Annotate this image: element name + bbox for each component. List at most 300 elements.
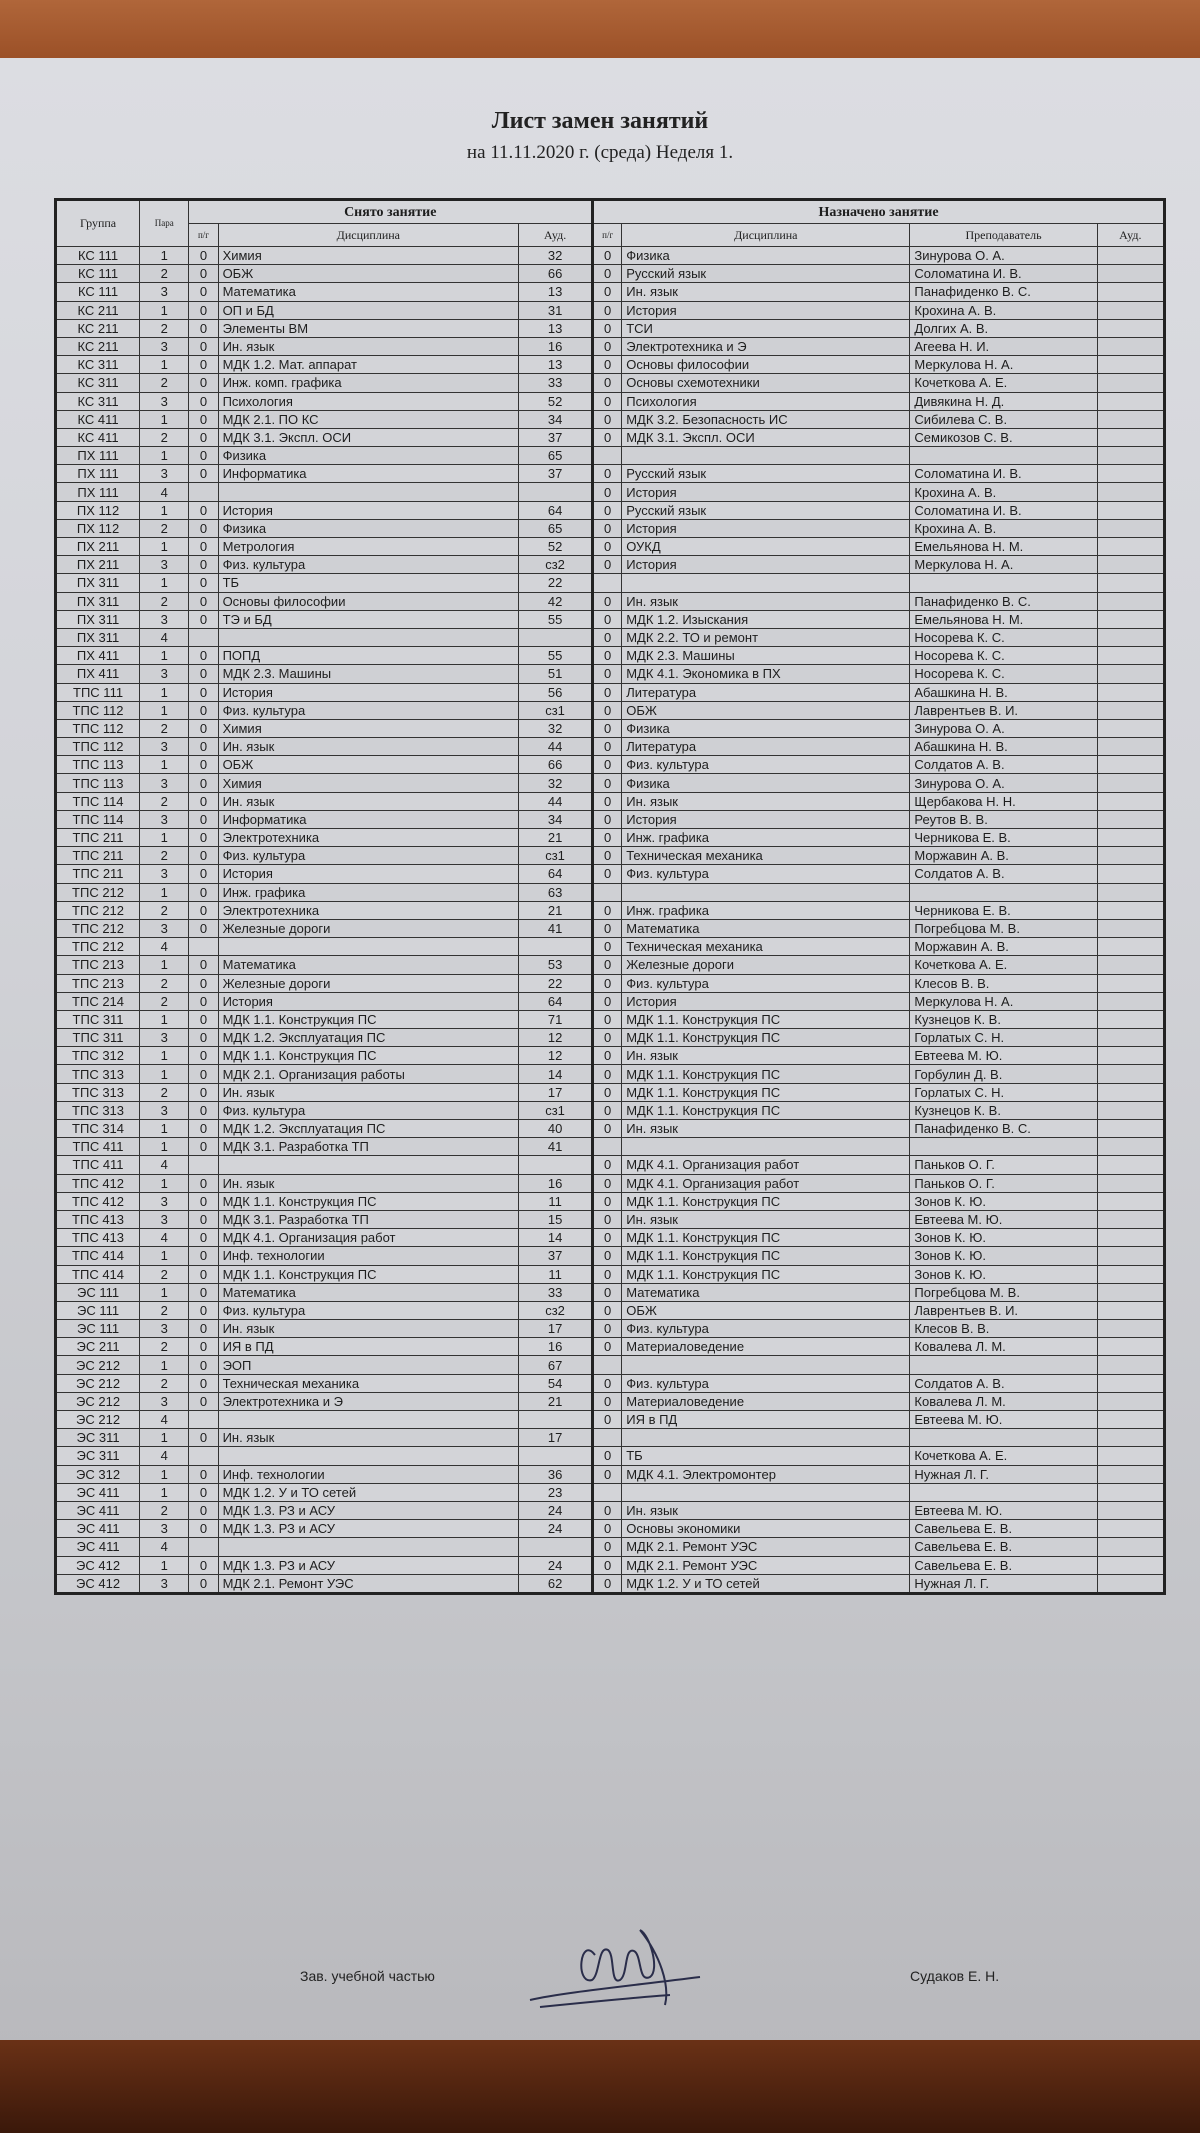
assigned-subgroup-cell: 0	[593, 1101, 622, 1119]
group-cell: ПХ 311	[56, 592, 140, 610]
assigned-subgroup-cell: 0	[593, 956, 622, 974]
removed-room-cell: 24	[519, 1556, 593, 1574]
group-cell: КС 111	[56, 265, 140, 283]
assigned-teacher-cell: Носорева К. С.	[910, 647, 1097, 665]
assigned-room-cell	[1097, 628, 1164, 646]
assigned-teacher-cell: Кочеткова А. Е.	[910, 1447, 1097, 1465]
assigned-discipline-cell: Основы экономики	[622, 1520, 910, 1538]
assigned-room-cell	[1097, 247, 1164, 265]
table-row	[56, 1283, 1165, 1301]
removed-subgroup-cell: 0	[189, 1010, 218, 1028]
assigned-subgroup-cell: 0	[593, 1156, 622, 1174]
table-row	[56, 938, 1165, 956]
removed-discipline-cell: Метрология	[218, 538, 519, 556]
table-body	[56, 247, 1165, 1594]
table-row	[56, 447, 1165, 465]
table-row	[56, 556, 1165, 574]
removed-subgroup-cell: 0	[189, 1520, 218, 1538]
assigned-teacher-cell: Савельева Е. В.	[910, 1538, 1097, 1556]
table-row	[56, 1374, 1165, 1392]
assigned-subgroup-cell: 0	[593, 483, 622, 501]
pair-cell: 3	[140, 665, 189, 683]
removed-room-cell: 15	[519, 1210, 593, 1228]
assigned-room-cell	[1097, 1029, 1164, 1047]
removed-discipline-cell: Физика	[218, 447, 519, 465]
removed-room-cell: 12	[519, 1029, 593, 1047]
removed-room-cell: 44	[519, 792, 593, 810]
removed-subgroup-cell: 0	[189, 1465, 218, 1483]
group-cell: ТПС 313	[56, 1083, 140, 1101]
assigned-subgroup-cell: 0	[593, 1065, 622, 1083]
pair-cell: 4	[140, 628, 189, 646]
assigned-subgroup-cell: 0	[593, 1447, 622, 1465]
assigned-teacher-cell: Соломатина И. В.	[910, 465, 1097, 483]
assigned-subgroup-cell: 0	[593, 665, 622, 683]
assigned-teacher-cell: Панафиденко В. С.	[910, 283, 1097, 301]
removed-discipline-cell: МДК 1.2. Эксплуатация ПС	[218, 1029, 519, 1047]
pair-cell: 3	[140, 1192, 189, 1210]
assigned-room-cell	[1097, 265, 1164, 283]
pair-cell: 1	[140, 1247, 189, 1265]
assigned-discipline-cell: МДК 4.1. Организация работ	[622, 1156, 910, 1174]
assigned-discipline-cell: Математика	[622, 919, 910, 937]
pair-cell: 1	[140, 883, 189, 901]
assigned-discipline-cell	[622, 574, 910, 592]
removed-room-cell: 51	[519, 665, 593, 683]
header-assigned-section: Назначено занятие	[593, 200, 1165, 224]
removed-subgroup-cell: 0	[189, 610, 218, 628]
assigned-subgroup-cell: 0	[593, 374, 622, 392]
assigned-teacher-cell	[910, 883, 1097, 901]
table-row	[56, 683, 1165, 701]
removed-room-cell: 56	[519, 683, 593, 701]
group-cell: ТПС 112	[56, 738, 140, 756]
removed-discipline-cell: МДК 4.1. Организация работ	[218, 1229, 519, 1247]
assigned-subgroup-cell: 0	[593, 1120, 622, 1138]
assigned-teacher-cell: Солдатов А. В.	[910, 1374, 1097, 1392]
removed-discipline-cell	[218, 1538, 519, 1556]
removed-room-cell: 21	[519, 901, 593, 919]
group-cell: ПХ 411	[56, 665, 140, 683]
assigned-discipline-cell: МДК 1.1. Конструкция ПС	[622, 1247, 910, 1265]
removed-discipline-cell: МДК 2.1. Организация работы	[218, 1065, 519, 1083]
assigned-discipline-cell: МДК 4.1. Организация работ	[622, 1174, 910, 1192]
assigned-teacher-cell: Евтеева М. Ю.	[910, 1411, 1097, 1429]
assigned-teacher-cell: Зонов К. Ю.	[910, 1229, 1097, 1247]
header-assigned-room: Ауд.	[1097, 224, 1164, 247]
removed-room-cell: 11	[519, 1265, 593, 1283]
removed-discipline-cell: МДК 2.1. Ремонт УЭС	[218, 1574, 519, 1593]
assigned-room-cell	[1097, 647, 1164, 665]
removed-room-cell: 17	[519, 1429, 593, 1447]
removed-room-cell: 12	[519, 1047, 593, 1065]
assigned-subgroup-cell: 0	[593, 337, 622, 355]
removed-subgroup-cell: 0	[189, 1047, 218, 1065]
removed-discipline-cell: Инж. комп. графика	[218, 374, 519, 392]
assigned-discipline-cell: Психология	[622, 392, 910, 410]
group-cell: КС 111	[56, 283, 140, 301]
removed-discipline-cell: ПОПД	[218, 647, 519, 665]
pair-cell: 3	[140, 1574, 189, 1593]
group-cell: ТПС 212	[56, 901, 140, 919]
table-row	[56, 610, 1165, 628]
removed-room-cell	[519, 1411, 593, 1429]
assigned-room-cell	[1097, 829, 1164, 847]
removed-room-cell: 64	[519, 501, 593, 519]
pair-cell: 1	[140, 1174, 189, 1192]
removed-room-cell: 52	[519, 392, 593, 410]
removed-subgroup-cell: 0	[189, 810, 218, 828]
table-row	[56, 1120, 1165, 1138]
assigned-teacher-cell: Дивякина Н. Д.	[910, 392, 1097, 410]
assigned-room-cell	[1097, 956, 1164, 974]
assigned-discipline-cell: История	[622, 810, 910, 828]
table-row	[56, 956, 1165, 974]
group-cell: ПХ 111	[56, 447, 140, 465]
removed-subgroup-cell: 0	[189, 538, 218, 556]
pair-cell: 3	[140, 392, 189, 410]
removed-room-cell: 32	[519, 774, 593, 792]
pair-cell: 3	[140, 1210, 189, 1228]
assigned-teacher-cell: Абашкина Н. В.	[910, 683, 1097, 701]
assigned-discipline-cell: Физика	[622, 247, 910, 265]
pair-cell: 3	[140, 556, 189, 574]
table-row	[56, 374, 1165, 392]
table-row	[56, 1538, 1165, 1556]
removed-subgroup-cell: 0	[189, 1320, 218, 1338]
assigned-teacher-cell: Савельева Е. В.	[910, 1520, 1097, 1538]
assigned-teacher-cell: Носорева К. С.	[910, 628, 1097, 646]
removed-discipline-cell: История	[218, 992, 519, 1010]
table-row	[56, 392, 1165, 410]
removed-subgroup-cell: 0	[189, 1065, 218, 1083]
table-row	[56, 628, 1165, 646]
group-cell: КС 311	[56, 356, 140, 374]
removed-subgroup-cell: 0	[189, 1429, 218, 1447]
assigned-room-cell	[1097, 447, 1164, 465]
removed-discipline-cell: История	[218, 683, 519, 701]
assigned-discipline-cell: История	[622, 992, 910, 1010]
group-cell: КС 211	[56, 319, 140, 337]
assigned-subgroup-cell: 0	[593, 356, 622, 374]
assigned-subgroup-cell: 0	[593, 265, 622, 283]
assigned-discipline-cell: Математика	[622, 1283, 910, 1301]
removed-discipline-cell: МДК 3.1. Экспл. ОСИ	[218, 428, 519, 446]
removed-room-cell: 17	[519, 1083, 593, 1101]
removed-room-cell: 64	[519, 992, 593, 1010]
removed-subgroup-cell	[189, 628, 218, 646]
assigned-teacher-cell: Крохина А. В.	[910, 483, 1097, 501]
table-row	[56, 1465, 1165, 1483]
assigned-discipline-cell: Техническая механика	[622, 938, 910, 956]
removed-subgroup-cell: 0	[189, 1101, 218, 1119]
assigned-subgroup-cell: 0	[593, 847, 622, 865]
removed-discipline-cell: Электротехника и Э	[218, 1392, 519, 1410]
removed-room-cell: 42	[519, 592, 593, 610]
pair-cell: 2	[140, 319, 189, 337]
group-cell: ЭС 212	[56, 1411, 140, 1429]
assigned-room-cell	[1097, 1010, 1164, 1028]
signatory-name: Судаков Е. Н.	[910, 1968, 1000, 1984]
removed-subgroup-cell: 0	[189, 1174, 218, 1192]
removed-subgroup-cell: 0	[189, 1501, 218, 1519]
removed-room-cell: 32	[519, 719, 593, 737]
assigned-discipline-cell: МДК 2.1. Ремонт УЭС	[622, 1556, 910, 1574]
assigned-discipline-cell: МДК 1.1. Конструкция ПС	[622, 1229, 910, 1247]
removed-discipline-cell: МДК 1.1. Конструкция ПС	[218, 1010, 519, 1028]
assigned-teacher-cell: Агеева Н. И.	[910, 337, 1097, 355]
assigned-teacher-cell: Кузнецов К. В.	[910, 1101, 1097, 1119]
removed-subgroup-cell: 0	[189, 1283, 218, 1301]
pair-cell: 1	[140, 538, 189, 556]
pair-cell: 1	[140, 647, 189, 665]
assigned-room-cell	[1097, 501, 1164, 519]
removed-subgroup-cell	[189, 1538, 218, 1556]
assigned-room-cell	[1097, 938, 1164, 956]
removed-subgroup-cell: 0	[189, 283, 218, 301]
table-row	[56, 301, 1165, 319]
assigned-teacher-cell: Ковалева Л. М.	[910, 1338, 1097, 1356]
pair-cell: 2	[140, 1265, 189, 1283]
removed-room-cell: 66	[519, 756, 593, 774]
assigned-subgroup-cell: 0	[593, 938, 622, 956]
removed-room-cell: 14	[519, 1229, 593, 1247]
removed-subgroup-cell: 0	[189, 1120, 218, 1138]
table-row	[56, 1320, 1165, 1338]
removed-room-cell: 21	[519, 829, 593, 847]
assigned-teacher-cell: Семикозов С. В.	[910, 428, 1097, 446]
removed-subgroup-cell: 0	[189, 1338, 218, 1356]
assigned-subgroup-cell: 0	[593, 410, 622, 428]
assigned-room-cell	[1097, 756, 1164, 774]
removed-discipline-cell: МДК 1.1. Конструкция ПС	[218, 1192, 519, 1210]
pair-cell: 2	[140, 592, 189, 610]
assigned-room-cell	[1097, 1483, 1164, 1501]
removed-discipline-cell	[218, 1156, 519, 1174]
table-row	[56, 410, 1165, 428]
assigned-discipline-cell: Основы философии	[622, 356, 910, 374]
removed-subgroup-cell	[189, 483, 218, 501]
removed-discipline-cell: МДК 2.1. ПО КС	[218, 410, 519, 428]
header-removed-discipline: Дисциплина	[218, 224, 519, 247]
assigned-teacher-cell: Погребцова М. В.	[910, 919, 1097, 937]
assigned-teacher-cell: Горлатых С. Н.	[910, 1029, 1097, 1047]
table-row	[56, 501, 1165, 519]
assigned-room-cell	[1097, 1538, 1164, 1556]
removed-room-cell	[519, 1447, 593, 1465]
removed-room-cell: 41	[519, 919, 593, 937]
assigned-teacher-cell: Панафиденко В. С.	[910, 1120, 1097, 1138]
assigned-room-cell	[1097, 1210, 1164, 1228]
assigned-discipline-cell: Железные дороги	[622, 956, 910, 974]
group-cell: ТПС 413	[56, 1229, 140, 1247]
assigned-subgroup-cell: 0	[593, 756, 622, 774]
group-cell: ПХ 411	[56, 647, 140, 665]
pair-cell: 3	[140, 610, 189, 628]
removed-discipline-cell: ОБЖ	[218, 265, 519, 283]
group-cell: КС 311	[56, 392, 140, 410]
assigned-teacher-cell: Нужная Л. Г.	[910, 1465, 1097, 1483]
table-row	[56, 1265, 1165, 1283]
assigned-subgroup-cell: 0	[593, 992, 622, 1010]
group-cell: КС 211	[56, 301, 140, 319]
removed-discipline-cell: Электротехника	[218, 901, 519, 919]
group-cell: ТПС 313	[56, 1065, 140, 1083]
assigned-teacher-cell	[910, 1483, 1097, 1501]
removed-discipline-cell: История	[218, 501, 519, 519]
document-title: Лист замен занятий	[491, 108, 709, 134]
removed-discipline-cell: МДК 3.1. Разработка ТП	[218, 1138, 519, 1156]
table-row	[56, 974, 1165, 992]
pair-cell: 4	[140, 1447, 189, 1465]
assigned-room-cell	[1097, 592, 1164, 610]
removed-discipline-cell: МДК 1.1. Конструкция ПС	[218, 1047, 519, 1065]
removed-room-cell: 13	[519, 319, 593, 337]
removed-discipline-cell: МДК 3.1. Разработка ТП	[218, 1210, 519, 1228]
assigned-room-cell	[1097, 974, 1164, 992]
table-row	[56, 574, 1165, 592]
assigned-subgroup-cell: 0	[593, 719, 622, 737]
assigned-discipline-cell: Физ. культура	[622, 865, 910, 883]
removed-room-cell: 37	[519, 428, 593, 446]
table-row	[56, 1411, 1165, 1429]
assigned-discipline-cell: МДК 1.1. Конструкция ПС	[622, 1265, 910, 1283]
group-cell: ЭС 312	[56, 1465, 140, 1483]
removed-subgroup-cell: 0	[189, 774, 218, 792]
pair-cell: 3	[140, 1392, 189, 1410]
assigned-teacher-cell: Солдатов А. В.	[910, 756, 1097, 774]
group-cell: ТПС 413	[56, 1210, 140, 1228]
removed-subgroup-cell: 0	[189, 1138, 218, 1156]
table-row	[56, 465, 1165, 483]
table-row	[56, 1083, 1165, 1101]
removed-room-cell: 44	[519, 738, 593, 756]
assigned-room-cell	[1097, 410, 1164, 428]
removed-discipline-cell: Инж. графика	[218, 883, 519, 901]
pair-cell: 1	[140, 447, 189, 465]
removed-discipline-cell: Электротехника	[218, 829, 519, 847]
removed-discipline-cell: ТЭ и БД	[218, 610, 519, 628]
removed-room-cell: 33	[519, 1283, 593, 1301]
removed-room-cell: 37	[519, 465, 593, 483]
assigned-subgroup-cell: 0	[593, 865, 622, 883]
assigned-room-cell	[1097, 901, 1164, 919]
assigned-room-cell	[1097, 538, 1164, 556]
table-row	[56, 265, 1165, 283]
assigned-subgroup-cell	[593, 1483, 622, 1501]
assigned-teacher-cell: Черникова Е. В.	[910, 901, 1097, 919]
removed-room-cell: 41	[519, 1138, 593, 1156]
assigned-room-cell	[1097, 465, 1164, 483]
assigned-room-cell	[1097, 774, 1164, 792]
assigned-subgroup-cell: 0	[593, 465, 622, 483]
removed-room-cell: 14	[519, 1065, 593, 1083]
removed-room-cell: 71	[519, 1010, 593, 1028]
table-row	[56, 792, 1165, 810]
removed-room-cell: 21	[519, 1392, 593, 1410]
pair-cell: 2	[140, 1501, 189, 1519]
assigned-room-cell	[1097, 1065, 1164, 1083]
assigned-subgroup-cell: 0	[593, 610, 622, 628]
assigned-subgroup-cell: 0	[593, 283, 622, 301]
table-row	[56, 810, 1165, 828]
table-row	[56, 1229, 1165, 1247]
removed-discipline-cell	[218, 483, 519, 501]
assigned-subgroup-cell: 0	[593, 501, 622, 519]
pair-cell: 1	[140, 574, 189, 592]
group-cell: ТПС 212	[56, 938, 140, 956]
assigned-subgroup-cell: 0	[593, 556, 622, 574]
assigned-subgroup-cell: 0	[593, 829, 622, 847]
assigned-discipline-cell: Литература	[622, 683, 910, 701]
pair-cell: 1	[140, 410, 189, 428]
pair-cell: 2	[140, 974, 189, 992]
removed-room-cell: 22	[519, 574, 593, 592]
assigned-room-cell	[1097, 719, 1164, 737]
removed-discipline-cell	[218, 1411, 519, 1429]
removed-discipline-cell: Химия	[218, 774, 519, 792]
removed-room-cell: 65	[519, 519, 593, 537]
assigned-teacher-cell: Панафиденко В. С.	[910, 592, 1097, 610]
assigned-teacher-cell: Кузнецов К. В.	[910, 1010, 1097, 1028]
removed-room-cell	[519, 628, 593, 646]
assigned-discipline-cell: МДК 3.2. Безопасность ИС	[622, 410, 910, 428]
assigned-teacher-cell: Щербакова Н. Н.	[910, 792, 1097, 810]
removed-room-cell	[519, 1156, 593, 1174]
pair-cell: 2	[140, 265, 189, 283]
pair-cell: 1	[140, 1483, 189, 1501]
assigned-discipline-cell	[622, 1483, 910, 1501]
assigned-room-cell	[1097, 519, 1164, 537]
table-row	[56, 1520, 1165, 1538]
removed-subgroup-cell: 0	[189, 356, 218, 374]
assigned-teacher-cell: Солдатов А. В.	[910, 865, 1097, 883]
removed-subgroup-cell: 0	[189, 883, 218, 901]
assigned-discipline-cell: ОБЖ	[622, 1301, 910, 1319]
assigned-teacher-cell: Зинурова О. А.	[910, 247, 1097, 265]
removed-room-cell: 22	[519, 974, 593, 992]
assigned-discipline-cell: МДК 4.1. Электромонтер	[622, 1465, 910, 1483]
assigned-subgroup-cell	[593, 1356, 622, 1374]
assigned-teacher-cell: Евтеева М. Ю.	[910, 1047, 1097, 1065]
removed-discipline-cell: ТБ	[218, 574, 519, 592]
removed-discipline-cell: Физика	[218, 519, 519, 537]
group-cell: ЭС 111	[56, 1283, 140, 1301]
header-assigned-teacher: Преподаватель	[910, 224, 1097, 247]
assigned-room-cell	[1097, 1192, 1164, 1210]
assigned-discipline-cell: Техническая механика	[622, 847, 910, 865]
assigned-teacher-cell	[910, 1356, 1097, 1374]
removed-discipline-cell	[218, 938, 519, 956]
pair-cell: 4	[140, 1411, 189, 1429]
removed-discipline-cell: ИЯ в ПД	[218, 1338, 519, 1356]
table-row	[56, 1574, 1165, 1593]
assigned-discipline-cell: Материаловедение	[622, 1338, 910, 1356]
assigned-discipline-cell: Ин. язык	[622, 1047, 910, 1065]
table-row	[56, 283, 1165, 301]
assigned-discipline-cell: ТСИ	[622, 319, 910, 337]
group-cell: ТПС 411	[56, 1138, 140, 1156]
group-cell: ПХ 311	[56, 628, 140, 646]
assigned-discipline-cell: МДК 1.1. Конструкция ПС	[622, 1029, 910, 1047]
group-cell: ТПС 114	[56, 810, 140, 828]
removed-discipline-cell: Математика	[218, 283, 519, 301]
assigned-room-cell	[1097, 374, 1164, 392]
removed-discipline-cell: ОП и БД	[218, 301, 519, 319]
assigned-room-cell	[1097, 1574, 1164, 1593]
assigned-teacher-cell	[910, 447, 1097, 465]
removed-room-cell	[519, 1538, 593, 1556]
